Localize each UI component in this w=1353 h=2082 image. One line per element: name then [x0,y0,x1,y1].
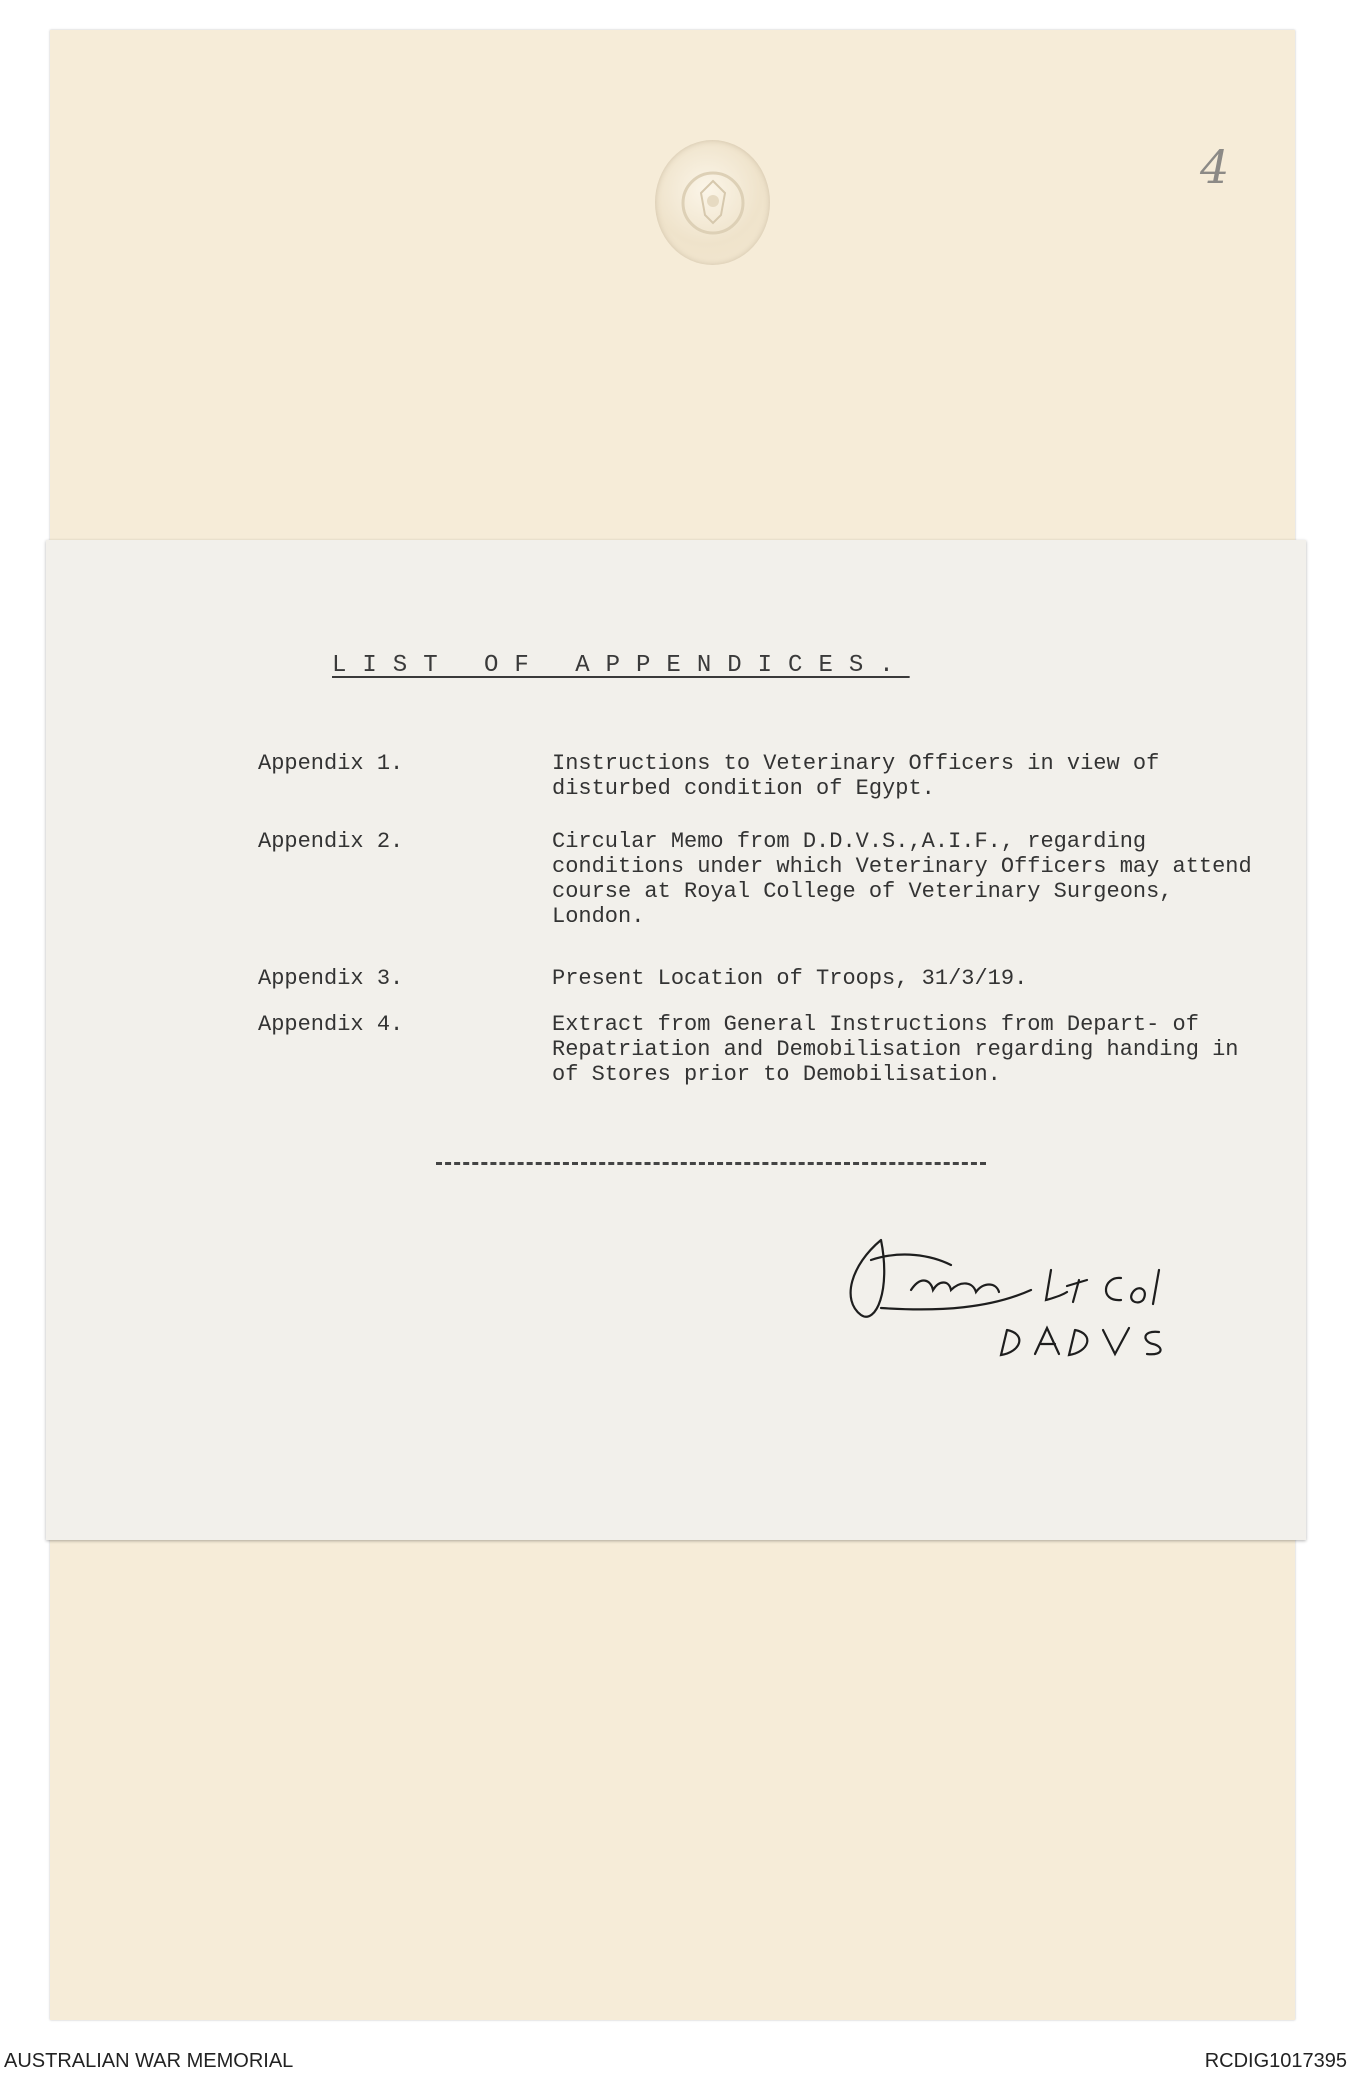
appendix-description: Circular Memo from D.D.V.S.,A.I.F., regarding conditions under which Veterinary Officers may attend course at Royal College of Veterinary Surgeons, London. [552,829,1252,929]
appendix-label: Appendix 3. [258,966,404,991]
handwritten-signature [821,1220,1221,1360]
page-number: 4 [1200,140,1230,194]
signature [821,1220,1221,1365]
footer-right-label: RCDIG1017395 [1204,2050,1347,2072]
appendix-label: Appendix 4. [258,1012,404,1037]
appendices-sheet [46,540,1306,1540]
appendix-description: Present Location of Troops, 31/3/19. [552,966,1028,991]
appendix-description: Instructions to Veterinary Officers in view of disturbed condition of Egypt. [552,751,1160,801]
embossed-seal [655,140,770,265]
separator-line [436,1162,986,1165]
appendix-label: Appendix 2. [258,829,404,854]
list-title: LIST OF APPENDICES. [332,652,910,679]
appendix-description: Extract from General Instructions from Depart- of Repatriation and Demobilisation regarding handing in of Stores prior to Demobilisation. [552,1012,1239,1087]
appendix-label: Appendix 1. [258,751,404,776]
crest-icon [673,163,753,243]
footer-left-label: AUSTRALIAN WAR MEMORIAL [4,2050,294,2072]
